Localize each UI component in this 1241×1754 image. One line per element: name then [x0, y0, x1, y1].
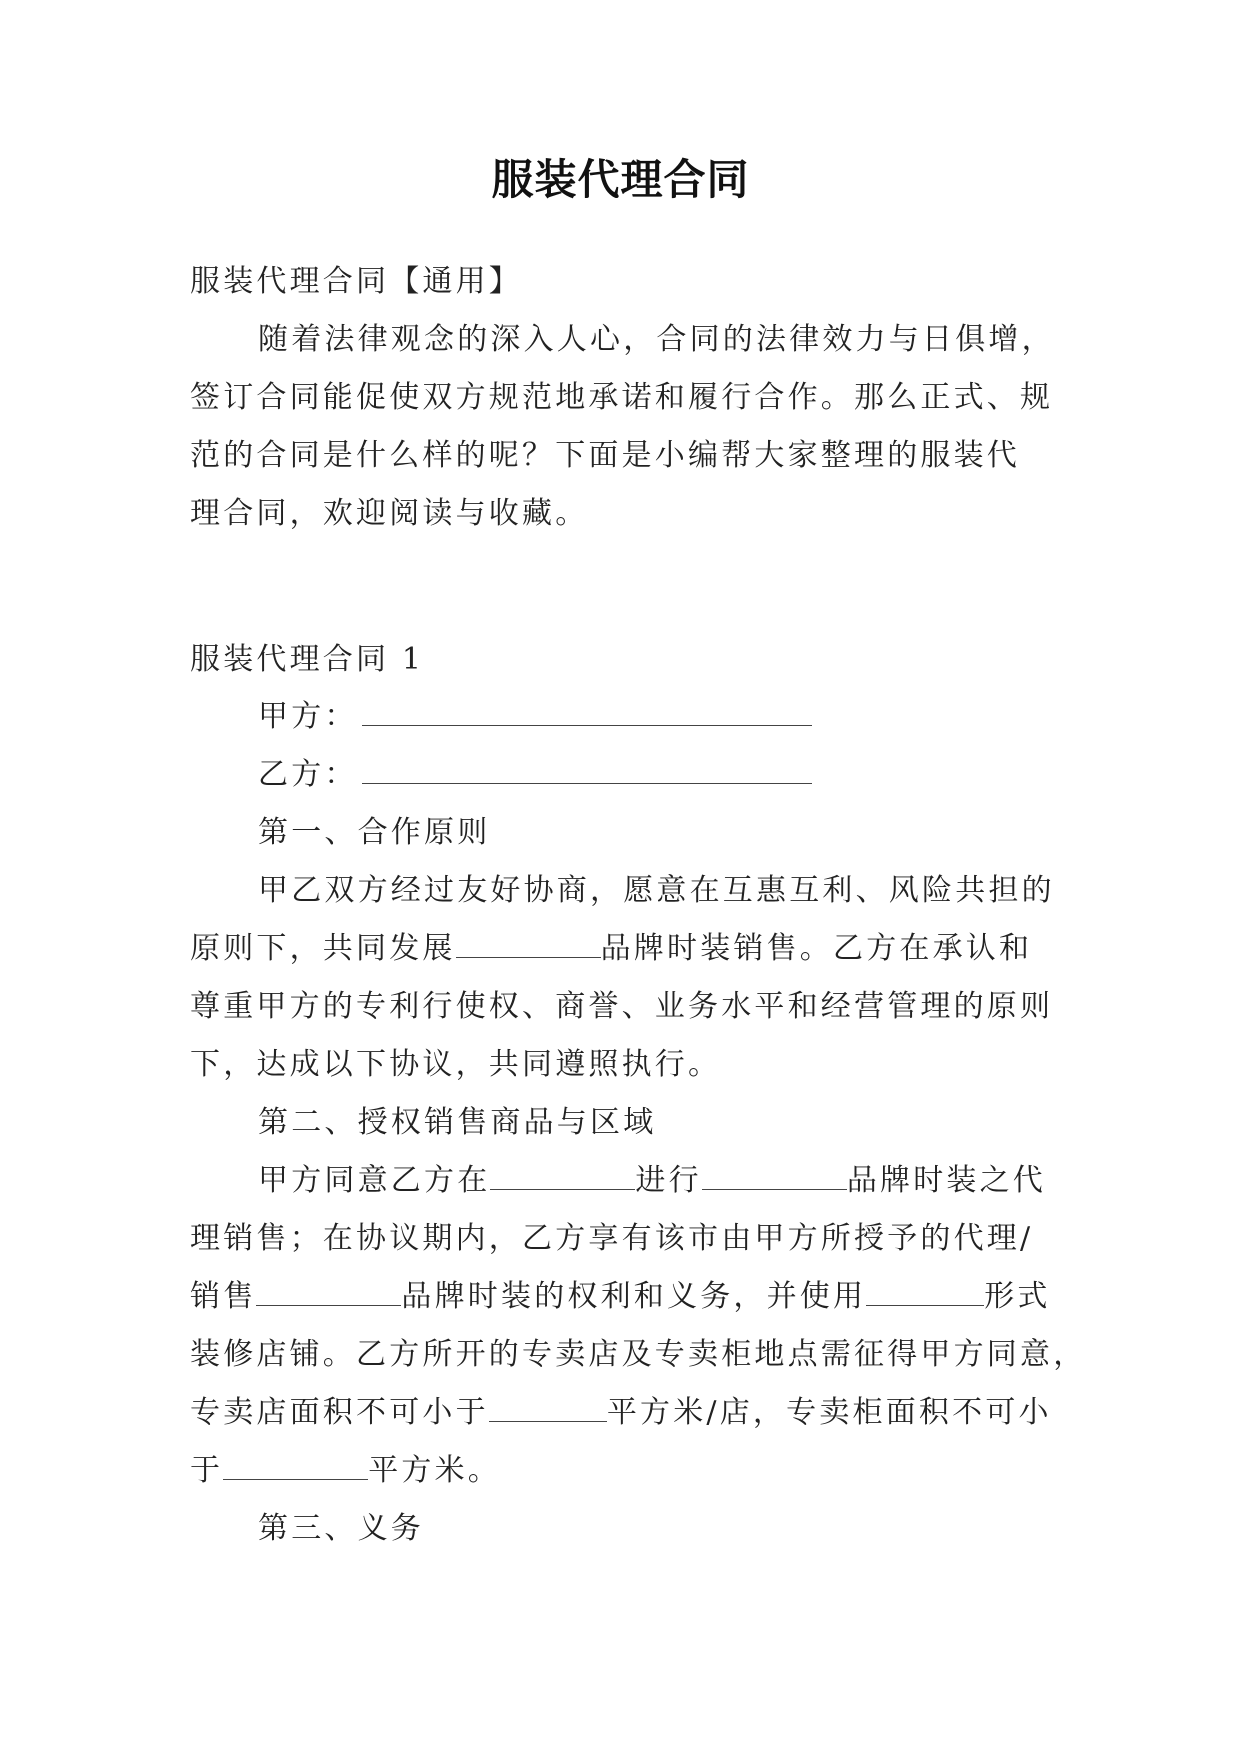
brand-blank-3[interactable] [256, 1279, 401, 1306]
section1-line-3: 尊重甲方的专利行使权、商誉、业务水平和经营管理的原则 [190, 989, 1054, 1024]
brand-blank-2[interactable] [702, 1163, 847, 1190]
section1-line-2-after: 品牌时装销售。乙方在承认和 [600, 931, 1033, 966]
section2-line-4: 装修店铺。乙方所开的专卖店及专卖柜地点需征得甲方同意， [190, 1337, 1087, 1372]
contract-heading: 服装代理合同 1 [190, 642, 425, 677]
section2-line-6-a: 于 [190, 1453, 224, 1488]
section3-title: 第三、义务 [258, 1511, 424, 1546]
section2-line-6 [190, 1442, 1070, 1500]
section1-title: 第一、合作原则 [258, 815, 491, 850]
party-b-blank[interactable] [362, 757, 812, 784]
section2-line-5-a: 专卖店面积不可小于 [190, 1395, 489, 1430]
store-area-blank[interactable] [489, 1395, 607, 1422]
document-subtitle: 服装代理合同【通用】 [190, 264, 522, 299]
party-a-row [258, 688, 1070, 746]
section1-line-2 [190, 920, 1070, 978]
intro-line-4: 理合同，欢迎阅读与收藏。 [190, 496, 589, 531]
intro-line-3: 范的合同是什么样的呢？下面是小编帮大家整理的服装代 [190, 438, 1020, 473]
section2-line-3 [190, 1268, 1070, 1326]
party-b-row [258, 746, 1070, 804]
party-a-blank[interactable] [362, 699, 812, 726]
section2-title: 第二、授权销售商品与区域 [258, 1105, 657, 1140]
form-blank[interactable] [866, 1279, 984, 1306]
section2-line-1-b: 进行 [635, 1163, 702, 1198]
section1-line-4: 下，达成以下协议，共同遵照执行。 [190, 1047, 722, 1082]
section2-line-1-a: 甲方同意乙方在 [258, 1163, 491, 1198]
intro-line-2: 签订合同能促使双方规范地承诺和履行合作。那么正式、规 [190, 380, 1054, 415]
brand-blank-1[interactable] [456, 931, 601, 958]
section2-line-1 [258, 1152, 1070, 1210]
region-blank[interactable] [490, 1163, 635, 1190]
party-a-label: 甲方： [258, 699, 358, 734]
section1-line-1: 甲乙双方经过友好协商，愿意在互惠互利、风险共担的 [258, 873, 1055, 908]
section2-line-3-b: 品牌时装的权利和义务，并使用 [401, 1279, 867, 1314]
intro-line-1: 随着法律观念的深入人心，合同的法律效力与日俱增， [258, 322, 1055, 357]
section2-line-3-a: 销售 [190, 1279, 257, 1314]
section2-line-2: 理销售；在协议期内，乙方享有该市由甲方所授予的代理/ [190, 1221, 1034, 1256]
section2-line-5-b: 平方米/店，专卖柜面积不可小 [606, 1395, 1052, 1430]
section2-line-5 [190, 1384, 1070, 1442]
section1-line-2-before: 原则下，共同发展 [190, 931, 456, 966]
section2-line-3-c: 形式 [984, 1279, 1051, 1314]
section2-line-1-c: 品牌时装之代 [846, 1163, 1047, 1198]
party-b-label: 乙方： [258, 757, 358, 792]
section2-line-6-b: 平方米。 [368, 1453, 502, 1488]
counter-area-blank[interactable] [223, 1453, 368, 1480]
document-title: 服装代理合同 [491, 155, 750, 204]
